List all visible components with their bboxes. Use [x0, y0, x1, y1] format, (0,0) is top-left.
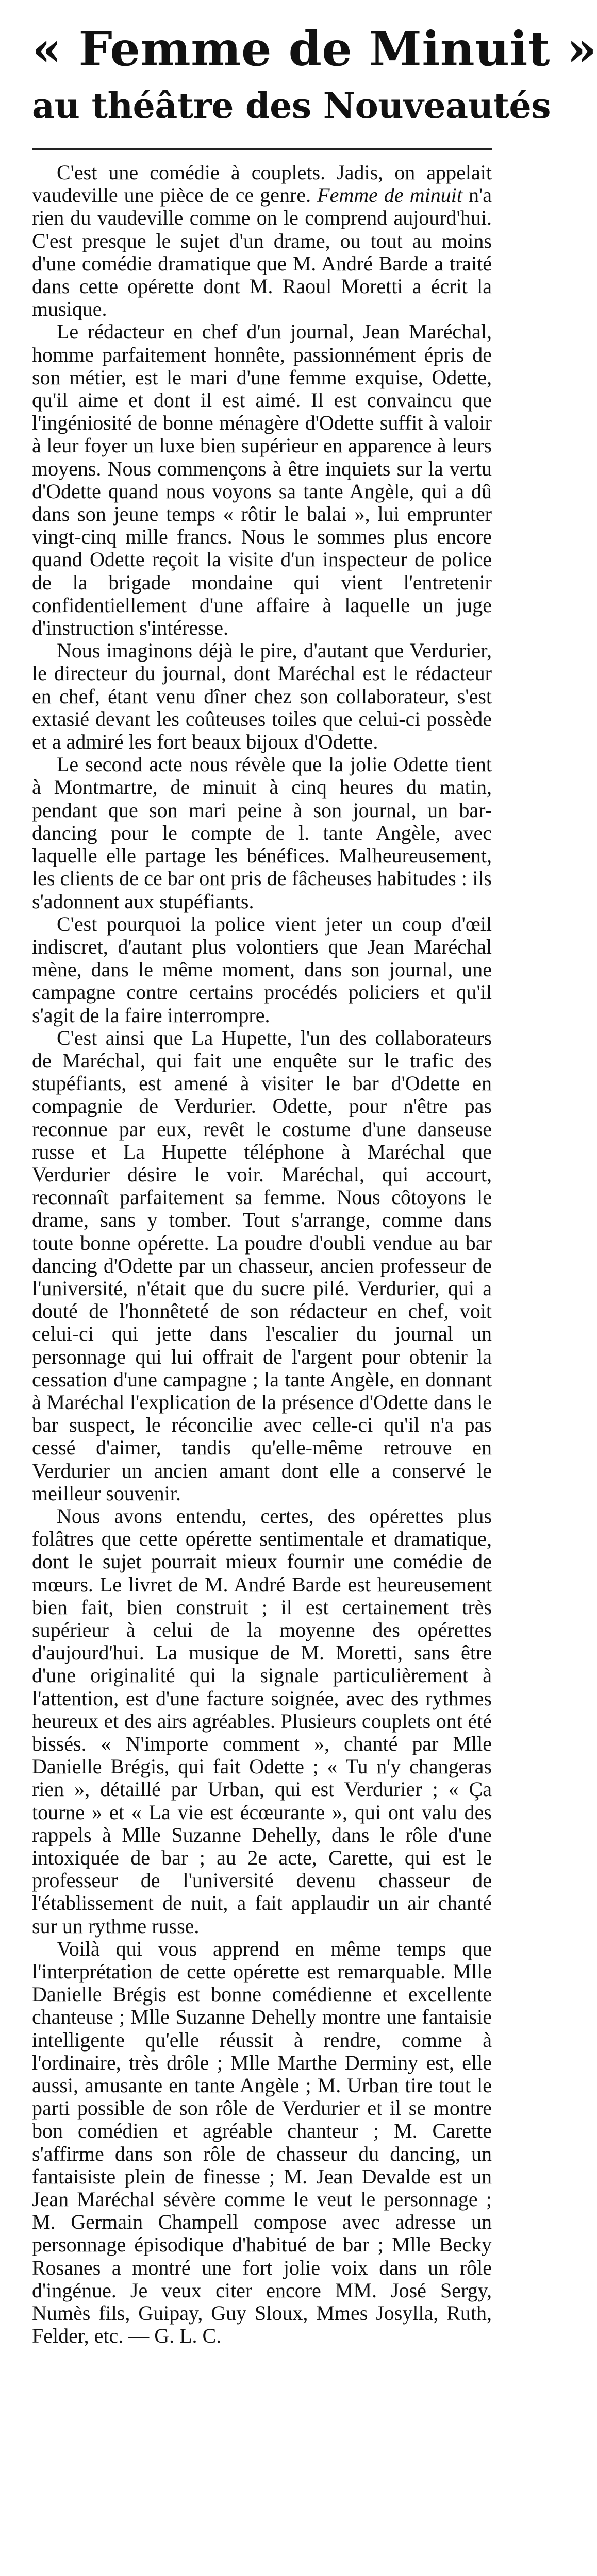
paragraph-text: Voilà qui vous apprend en même temps que l'interprétation de cette opérette est remarquable. Mlle Danielle Brégis est bonne comédienne et excellente chanteuse ; Mlle Suzanne Dehelly montre une fantaisie intelligente qu'elle réussit à rendre, comme à l'ordinaire, très drôle ; Mlle Marthe Derminy est, elle aussi, amusante en tante Angèle ; M. Urban tire tout le parti possible de son rôle de Verdurier et il se montre bon comédien et agréable chanteur ; M. Carette s'affirme dans son rôle de chasseur du dancing, un fantaisiste plein de finesse ; M. Jean Devalde est un Jean Maréchal sévère comme le veut le personnage ; M. Germain Champell compose avec adresse un personnage épisodique d'habitué de bar ; Mlle Becky Rosanes a montré une fort jolie voix dans un rôle d'ingénue. Je veux citer encore MM. José Sergy, Numès fils, Guipay, Guy Sloux, Mmes Josylla, Ruth, Felder, etc. — G. L. C. [32, 1937, 492, 2348]
paragraph-text: Nous imaginons déjà le pire, d'autant que Verdurier, le directeur du journal, dont Maréchal est le rédacteur en chef, étant venu dîner chez son collaborateur, s'est extasié devant les coûteuses toiles que celui-ci possède et a admiré les fort beaux bijoux d'Odette. [32, 639, 492, 754]
article-subheadline: au théâtre des Nouveautés [32, 86, 551, 127]
italic-title-text: Femme de minuit [317, 183, 462, 207]
paragraph-text: Le second acte nous révèle que la jolie Odette tient à Montmartre, de minuit à cinq heures du matin, pendant que son mari peine à son journal, un bar-dancing pour le compte de l. tante Angèle, avec laquelle elle partage les bénéfices. Malheureusement, les clients de ce bar ont pris de fâcheuses habitudes : ils s'adonnent aux stupéfiants. [32, 753, 492, 913]
paragraph-text: C'est une comédie à couplets. Jadis, on appelait vaudeville une pièce de ce genre. [32, 161, 492, 207]
article-paragraph [32, 639, 492, 753]
article-paragraph [32, 913, 492, 1027]
article-paragraph [32, 1938, 492, 2348]
paragraph-text: C'est pourquoi la police vient jeter un coup d'œil indiscret, d'autant plus volontiers que Jean Maréchal mène, dans le même moment, dans son journal, une campagne contre certains procédés policiers et qu'il s'agit de la faire interrompre. [32, 912, 492, 1027]
article-paragraph [32, 1027, 492, 1505]
paragraph-text: Nous avons entendu, certes, des opérettes plus folâtres que cette opérette sentimentale et dramatique, dont le sujet pourrait mieux fournir une comédie de mœurs. Le livret de M. André Barde est heureusement bien fait, bien construit ; il est certainement très supérieur à celui de la moyenne des opérettes d'aujourd'hui. La musique de M. Moretti, sans être d'une originalité qui la signale particulièrement à l'attention, est d'une facture soignée, avec des rythmes heureux et des airs agréables. Plusieurs couplets ont été bissés. « N'importe comment », chanté par Mlle Danielle Brégis, qui fait Odette ; « Tu n'y changeras rien », détaillé par Urban, qui est Verdurier ; « Ça tourne » et « La vie est écœurante », qui ont valu des rappels à Mlle Suzanne Dehelly, dans le rôle d'une intoxiquée de bar ; au 2e acte, Carette, qui est le professeur de l'université devenu chasseur de l'établissement de nuit, a fait applaudir un air chanté sur un rythme russe. [32, 1504, 492, 1938]
headline-divider [32, 148, 492, 150]
paragraph-text: C'est ainsi que La Hupette, l'un des collaborateurs de Maréchal, qui fait une enquête sur le trafic des stupéfiants, est amené à visiter le bar d'Odette en compagnie de Verdurier. Odette, pour n'être pas reconnue par eux, revêt le costume d'une danseuse russe et La Hupette téléphone à Maréchal que Verdurier désire le voir. Maréchal, qui accourt, reconnaît parfaitement sa femme. Nous côtoyons le drame, sans y tomber. Tout s'arrange, comme dans toute bonne opérette. La poudre d'oubli vendue au bar dancing d'Odette par un chasseur, ancien professeur de l'université, n'était que du sucre pilé. Verdurier, qui a douté de l'honnêteté de son rédacteur en chef, voit celui-ci qui jette dans l'escalier du journal un personnage qui lui offrait de l'argent pour obtenir la cessation d'une campagne ; la tante Angèle, en donnant à Maréchal l'explication de la présence d'Odette dans le bar suspect, le réconcilie avec celle-ci qu'il n'a pas cessé d'aimer, tandis qu'elle-même retrouve en Verdurier un ancien amant dont elle a conservé le meilleur souvenir. [32, 1026, 492, 1505]
article-paragraph [32, 320, 492, 639]
paragraph-text: n'a rien du vaudeville comme on le comprend aujourd'hui. C'est presque le sujet d'un drame, ou tout au moins d'une comédie dramatique que M. André Barde a traité dans cette opérette dont M. Raoul Moretti a écrit la musique. [32, 183, 492, 321]
article-paragraph [32, 753, 492, 912]
article-paragraph [32, 1505, 492, 1938]
article-headline: « Femme de Minuit » [32, 21, 597, 77]
article-body [32, 161, 492, 2348]
article-column [32, 19, 597, 2576]
article-paragraph [32, 161, 492, 320]
paragraph-text: Le rédacteur en chef d'un journal, Jean Maréchal, homme parfaitement honnête, passionnément épris de son métier, est le mari d'une femme exquise, Odette, qu'il aime et dont il est aimé. Il est convaincu que l'ingéniosité de bonne ménagère d'Odette suffit à valoir à leur foyer un luxe bien supérieur en apparence à leurs moyens. Nous commençons à être inquiets sur la vertu d'Odette quand nous voyons sa tante Angèle, qui a dû dans son jeune temps « rôtir le balai », lui emprunter vingt-cinq mille francs. Nous le sommes plus encore quand Odette reçoit la visite d'un inspecteur de police de la brigade mondaine qui vient l'entretenir confidentiellement d'une affaire à laquelle un juge d'instruction s'intéresse. [32, 320, 492, 640]
